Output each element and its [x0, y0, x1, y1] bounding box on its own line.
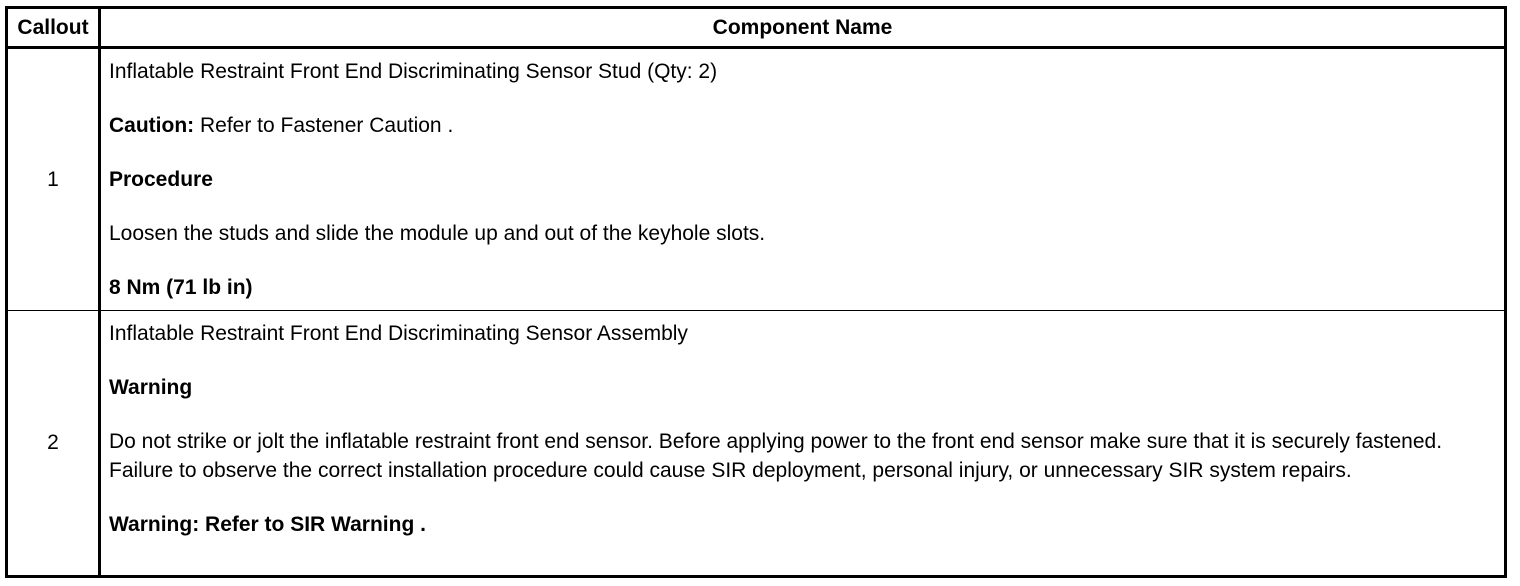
callout-header: Callout: [8, 9, 101, 46]
caution-text: Refer to Fastener Caution .: [194, 114, 454, 137]
caution-note: [109, 111, 1496, 140]
component-name-cell: [101, 49, 1504, 310]
callout-cell: 1: [8, 49, 101, 310]
table-row: [8, 49, 1504, 311]
callout-cell: 2: [8, 311, 101, 575]
component-name-cell: [101, 311, 1504, 575]
table-header-row: [8, 9, 1504, 49]
warning-heading: Warning: [109, 376, 193, 399]
caution-label: Caution:: [109, 114, 195, 137]
procedure-text: Loosen the studs and slide the module up and out of the keyhole slots.: [109, 222, 766, 245]
component-name-header: Component Name: [712, 15, 893, 39]
component-title: Inflatable Restraint Front End Discriminating Sensor Assembly: [109, 322, 688, 345]
component-title: Inflatable Restraint Front End Discriminating Sensor Stud (Qty: 2): [109, 60, 718, 83]
table-row: [8, 311, 1504, 575]
procedure-heading: Procedure: [109, 168, 213, 191]
warning-reference: Warning: Refer to SIR Warning .: [109, 513, 426, 536]
component-table: [5, 6, 1507, 578]
warning-text: Do not strike or jolt the inflatable restraint front end sensor. Before applying power to the front end sensor make sure that it is securely fastened. Failure to observe the correct installation procedure could cause SIR deployment, personal injury, or unnecessary SIR system repairs.: [109, 430, 1443, 482]
torque-spec: 8 Nm (71 lb in): [109, 276, 253, 299]
